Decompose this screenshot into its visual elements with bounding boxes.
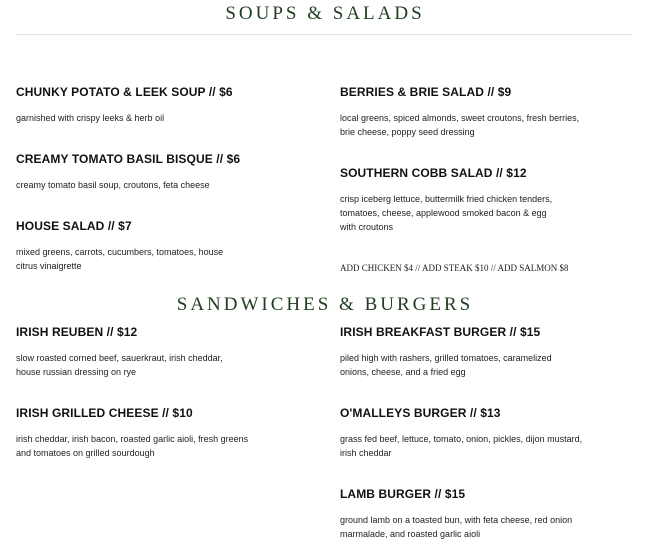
salad-addons: ADD CHICKEN $4 // ADD STEAK $10 // ADD SALMON $8 — [340, 263, 569, 273]
menu-item-potato-leek-soup — [16, 85, 306, 125]
menu-item-name: CHUNKY POTATO & LEEK SOUP // $6 — [16, 85, 233, 99]
menu-item-lamb-burger — [340, 487, 575, 541]
section-title-sandwiches-burgers: SANDWICHES & BURGERS — [176, 294, 474, 315]
menu-item-description: slow roasted corned beef, sauerkraut, irish cheddar, house russian dressing on rye — [16, 353, 223, 377]
menu-item-berries-brie-salad — [340, 85, 585, 139]
menu-item-name: HOUSE SALAD // $7 — [16, 219, 132, 233]
menu-item-southern-cobb-salad — [340, 166, 565, 234]
menu-item-description: mixed greens, carrots, cucumbers, tomatoes, house citrus vinaigrette — [16, 247, 224, 271]
menu-item-description: creamy tomato basil soup, croutons, feta cheese — [16, 180, 210, 190]
menu-item-name: IRISH BREAKFAST BURGER // $15 — [340, 325, 541, 339]
menu-item-house-salad — [16, 219, 231, 273]
menu-item-name: IRISH REUBEN // $12 — [16, 325, 138, 339]
section-divider — [15, 34, 632, 35]
menu-item-irish-reuben — [16, 325, 231, 379]
menu-item-name: CREAMY TOMATO BASIL BISQUE // $6 — [16, 152, 241, 166]
menu-item-irish-grilled-cheese — [16, 406, 256, 460]
menu-item-tomato-basil-bisque — [16, 152, 306, 192]
menu-item-description: garnished with crispy leeks & herb oil — [16, 113, 165, 123]
menu-item-name: BERRIES & BRIE SALAD // $9 — [340, 85, 512, 99]
menu-item-omalleys-burger — [340, 406, 585, 460]
menu-item-description: ground lamb on a toasted bun, with feta cheese, red onion marmalade, and roasted garlic aioli — [340, 515, 573, 539]
menu-item-irish-breakfast-burger — [340, 325, 555, 379]
menu-item-description: crisp iceberg lettuce, buttermilk fried chicken tenders, tomatoes, cheese, applewood smoked bacon & egg with croutons — [340, 194, 553, 232]
menu-item-description: piled high with rashers, grilled tomatoes, caramelized onions, cheese, and a fried egg — [340, 353, 552, 377]
menu-item-description: irish cheddar, irish bacon, roasted garlic aioli, fresh greens and tomatoes on grilled sourdough — [16, 434, 249, 458]
menu-item-name: LAMB BURGER // $15 — [340, 487, 466, 501]
menu-item-name: O'MALLEYS BURGER // $13 — [340, 406, 501, 420]
menu-item-name: IRISH GRILLED CHEESE // $10 — [16, 406, 193, 420]
menu-item-description: local greens, spiced almonds, sweet croutons, fresh berries, brie cheese, poppy seed dressing — [340, 113, 580, 137]
section-title-soups-salads: SOUPS & SALADS — [225, 3, 425, 24]
menu-item-name: SOUTHERN COBB SALAD // $12 — [340, 166, 527, 180]
menu-item-description: grass fed beef, lettuce, tomato, onion, pickles, dijon mustard, irish cheddar — [340, 434, 583, 458]
